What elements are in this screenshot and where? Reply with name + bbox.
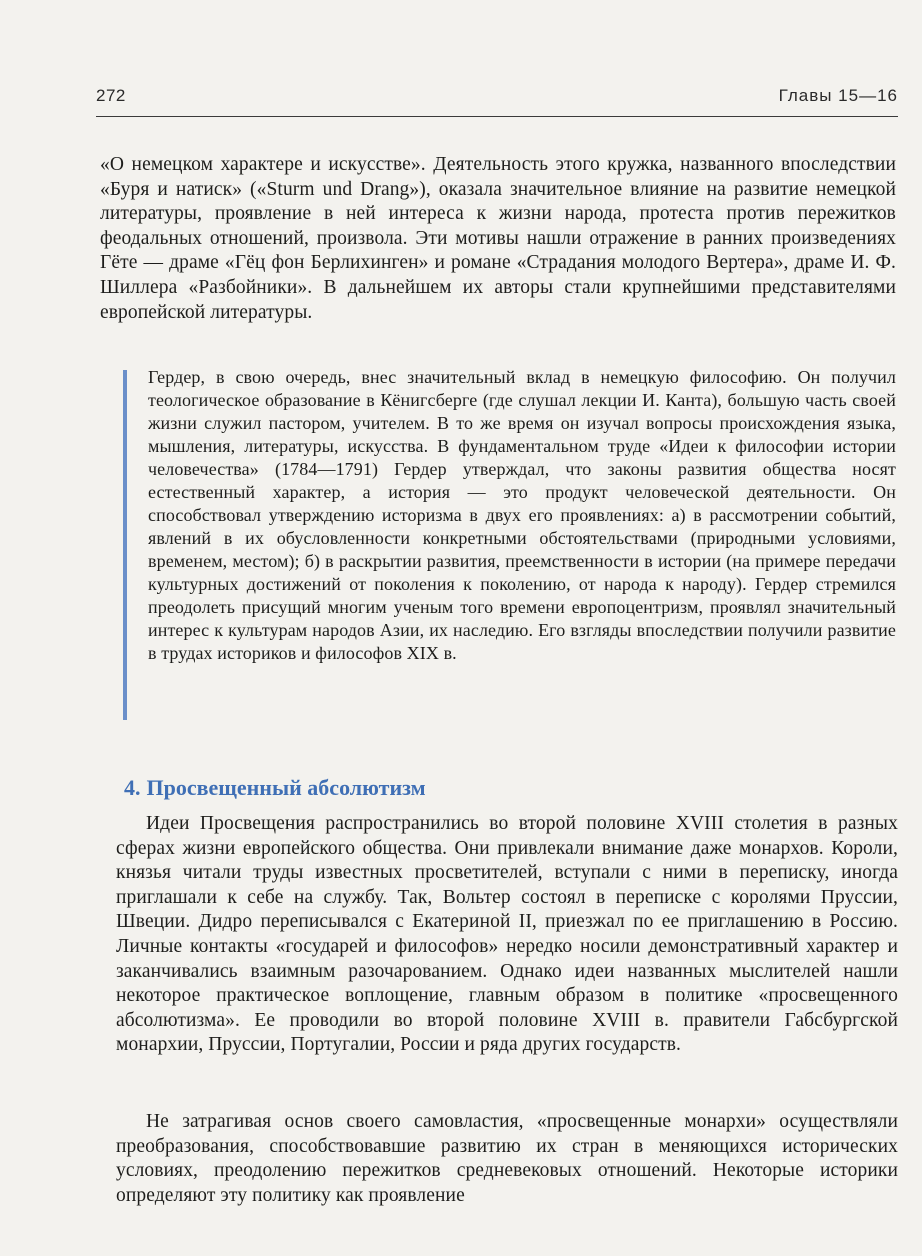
section-title: Просвещенный абсолютизм: [146, 775, 426, 800]
sidebar-accent-bar: [123, 370, 127, 720]
header-divider: [96, 116, 898, 117]
page-header: [96, 86, 898, 112]
sidebar-note: Гердер, в свою очередь, внес значительный вклад в немецкую философию. Он получил теологическое образование в Кёнигсберге (где слушал лекции И. Канта), большую часть своей жизни служил пастором, учителем. В то же время он изучал вопросы происхождения языка, мышления, литературы, искусства. В фундаментальном труде «Идеи к философии истории человечества» (1784—1791) Гердер утверждал, что законы развития общества носят естественный характер, а история — это продукт человеческой деятельности. Он способствовал утверждению историзма в двух его проявлениях: а) в рассмотрении событий, явлений в их обусловленности конкретными обстоятельствами (природными условиями, временем, местом); б) в раскрытии развития, преемственности в истории (на примере передачи культурных достижений от поколения к поколению, от народа к народу). Гердер стремился преодолеть присущий многим ученым того времени европоцентризм, проявлял значительный интерес к культурам народов Азии, их наследию. Его взгляды впоследствии получили развитие в трудах историков и философов XIX в.: [148, 367, 896, 663]
chapter-label: Главы 15—16: [778, 86, 898, 105]
body-paragraph-2: Идеи Просвещения распространились во второй половине XVIII столетия в разных сферах жизни европейского общества. Они привлекали внимание даже монархов. Короли, князья читали труды известных просветителей, вступали с ними в переписку, иногда приглашали к себе на службу. Так, Вольтер состоял в переписке с королями Пруссии, Швеции. Дидро переписывался с Екатериной II, приезжал по ее приглашению в Россию. Личные контакты «государей и философов» нередко носили демонстративный характер и заканчивались взаимным разочарованием. Однако идеи названных мыслителей нашли некоторое практическое воплощение, главным образом в политике «просвещенного абсолютизма». Ее проводили во второй половине XVIII в. правители Габсбургской монархии, Пруссии, Португалии, России и ряда других государств.: [116, 813, 898, 1056]
body-paragraph-1: «О немецком характере и искусстве». Деятельность этого кружка, названного впоследствии «Буря и натиск» («Sturm und Drang»), оказала значительное влияние на развитие немецкой литературы, проявление в ней интереса к жизни народа, протеста против пережитков феодальных отношений, произвола. Эти мотивы нашли отражение в ранних произведениях Гёте — драме «Гёц фон Берлихинген» и романе «Страдания молодого Вертера», драме И. Ф. Шиллера «Разбойники». В дальнейшем их авторы стали крупнейшими представителями европейской литературы.: [100, 154, 896, 323]
body-paragraph-3: Не затрагивая основ своего самовластия, «просвещенные монархи» осуществляли преобразования, способствовавшие развитию их стран в меняющихся исторических условиях, преодолению пережитков средневековых отношений. Некоторые историки определяют эту политику как проявление: [116, 1111, 898, 1206]
section-heading: [124, 774, 426, 802]
page-number: 272: [96, 86, 126, 105]
section-number: 4.: [124, 775, 141, 800]
